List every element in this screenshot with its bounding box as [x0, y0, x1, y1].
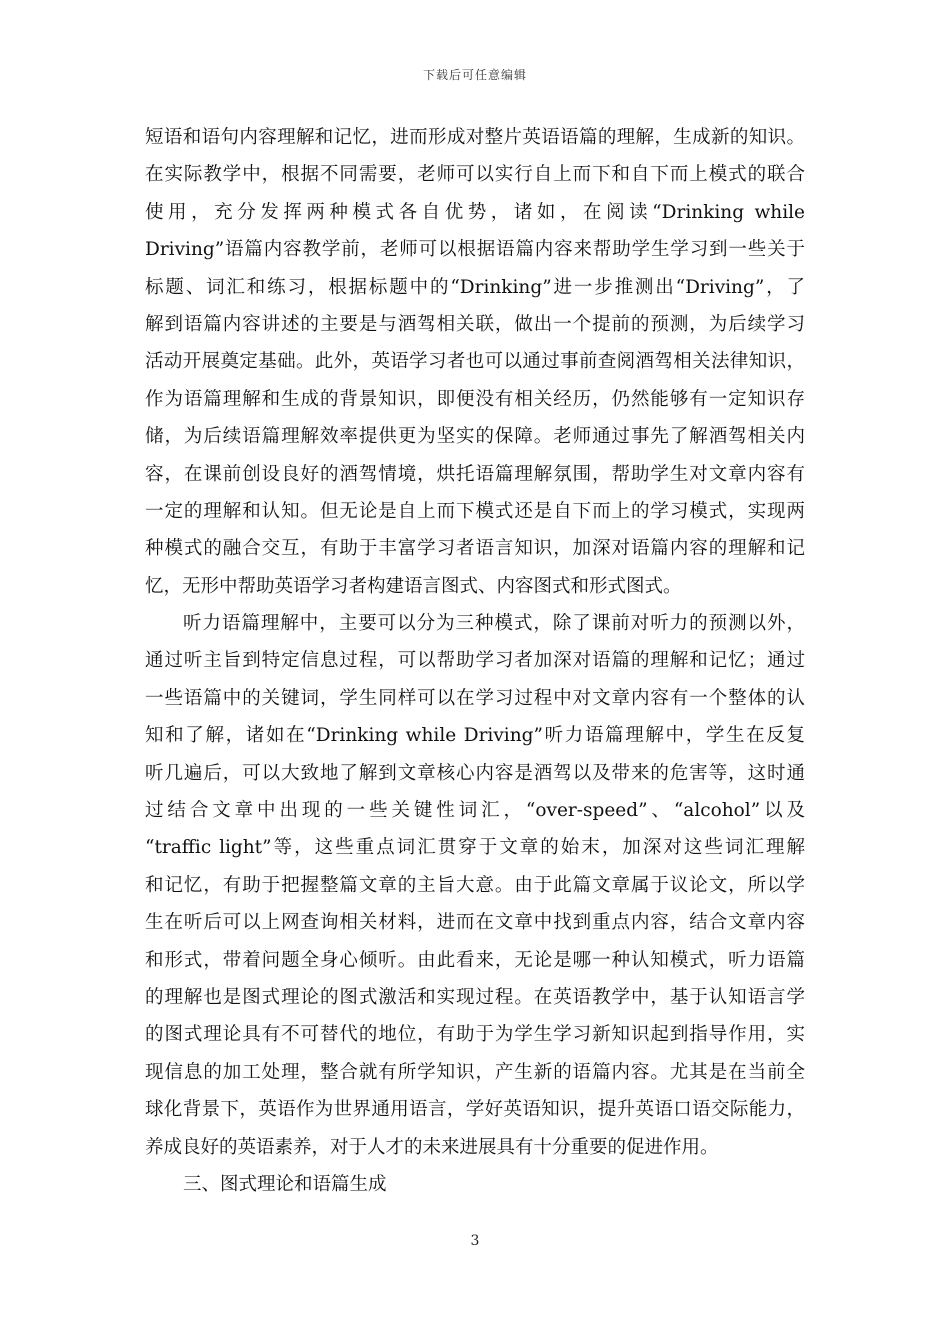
text-line: 忆，无形中帮助英语学习者构建语言图式、内容图式和形式图式。 — [145, 575, 682, 597]
text-line: Driving”语篇内容教学前，老师可以根据语篇内容来帮助学生学习到一些关于 — [145, 239, 805, 261]
text-line: 一定的理解和认知。但无论是自上而下模式还是自下而上的学习模式，实现两 — [145, 500, 805, 522]
text-line: 短语和语句内容理解和记忆，进而形成对整片英语语篇的理解，生成新的知识。 — [145, 127, 805, 148]
text-line: 在实际教学中，根据不同需要，老师可以实行自上而下和自下而上模式的联合 — [145, 164, 805, 186]
text-line: 活动开展奠定基础。此外，英语学习者也可以通过事前查阅酒驾相关法律知识， — [145, 351, 805, 373]
page-number: 3 — [470, 1233, 480, 1249]
text-line: 过结合文章中出现的一些关键性词汇，“over-speed”、“alcohol”以及 — [145, 800, 805, 822]
text-line: 球化背景下，英语作为世界通用语言，学好英语知识，提升英语口语交际能力， — [145, 1099, 805, 1121]
text-line: 和形式，带着问题全身心倾听。由此看来，无论是哪一种认知模式，听力语篇 — [145, 949, 805, 971]
text-line: 的理解也是图式理论的图式激活和实现过程。在英语教学中，基于认知语言学 — [145, 986, 805, 1008]
document-body — [145, 119, 805, 1203]
text-line: 现信息的加工处理，整合就有所学知识，产生新的语篇内容。尤其是在当前全 — [145, 1061, 805, 1083]
text-line: 听力语篇理解中，主要可以分为三种模式，除了课前对听力的预测以外， — [183, 613, 805, 635]
text-line: 种模式的融合交互，有助于丰富学习者语言知识，加深对语篇内容的理解和记 — [145, 538, 805, 560]
text-line: 解到语篇内容讲述的主要是与酒驾相关联，做出一个提前的预测，为后续学习 — [145, 313, 805, 335]
text-line: 养成良好的英语素养，对于人才的未来进展具有十分重要的促进作用。 — [145, 1136, 719, 1158]
text-line: 和记忆，有助于把握整篇文章的主旨大意。由于此篇文章属于议论文，所以学 — [145, 874, 805, 896]
text-line: 知和了解，诸如在“Drinking while Driving”听力语篇理解中，学生在反复 — [145, 725, 805, 747]
text-line: 容，在课前创设良好的酒驾情境，烘托语篇理解氛围，帮助学生对文章内容有 — [145, 463, 805, 485]
text-line: 生在听后可以上网查询相关材料，进而在文章中找到重点内容，结合文章内容 — [145, 912, 805, 934]
text-line: 通过听主旨到特定信息过程，可以帮助学习者加深对语篇的理解和记忆；通过 — [145, 650, 805, 672]
text-line: 作为语篇理解和生成的背景知识，即便没有相关经历，仍然能够有一定知识存 — [145, 388, 805, 410]
text-line: 使用，充分发挥两种模式各自优势，诸如，在阅读“Drinking while — [145, 201, 805, 223]
text-line: 一些语篇中的关键词，学生同样可以在学习过程中对文章内容有一个整体的认 — [145, 687, 805, 709]
text-line: 标题、词汇和练习，根据标题中的“Drinking”进一步推测出“Driving”，了 — [145, 276, 805, 298]
text-line: 听几遍后，可以大致地了解到文章核心内容是酒驾以及带来的危害等，这时通 — [145, 762, 805, 784]
text-line: 的图式理论具有不可替代的地位，有助于为学生学习新知识起到指导作用，实 — [145, 1024, 805, 1046]
page-header: 下载后可任意编辑 — [422, 68, 527, 82]
section-heading: 三、图式理论和语篇生成 — [183, 1173, 387, 1195]
text-line: 储，为后续语篇理解效率提供更为坚实的保障。老师通过事先了解酒驾相关内 — [145, 426, 805, 448]
text-line: “traffic light”等，这些重点词汇贯穿于文章的始末，加深对这些词汇理解 — [145, 837, 805, 859]
